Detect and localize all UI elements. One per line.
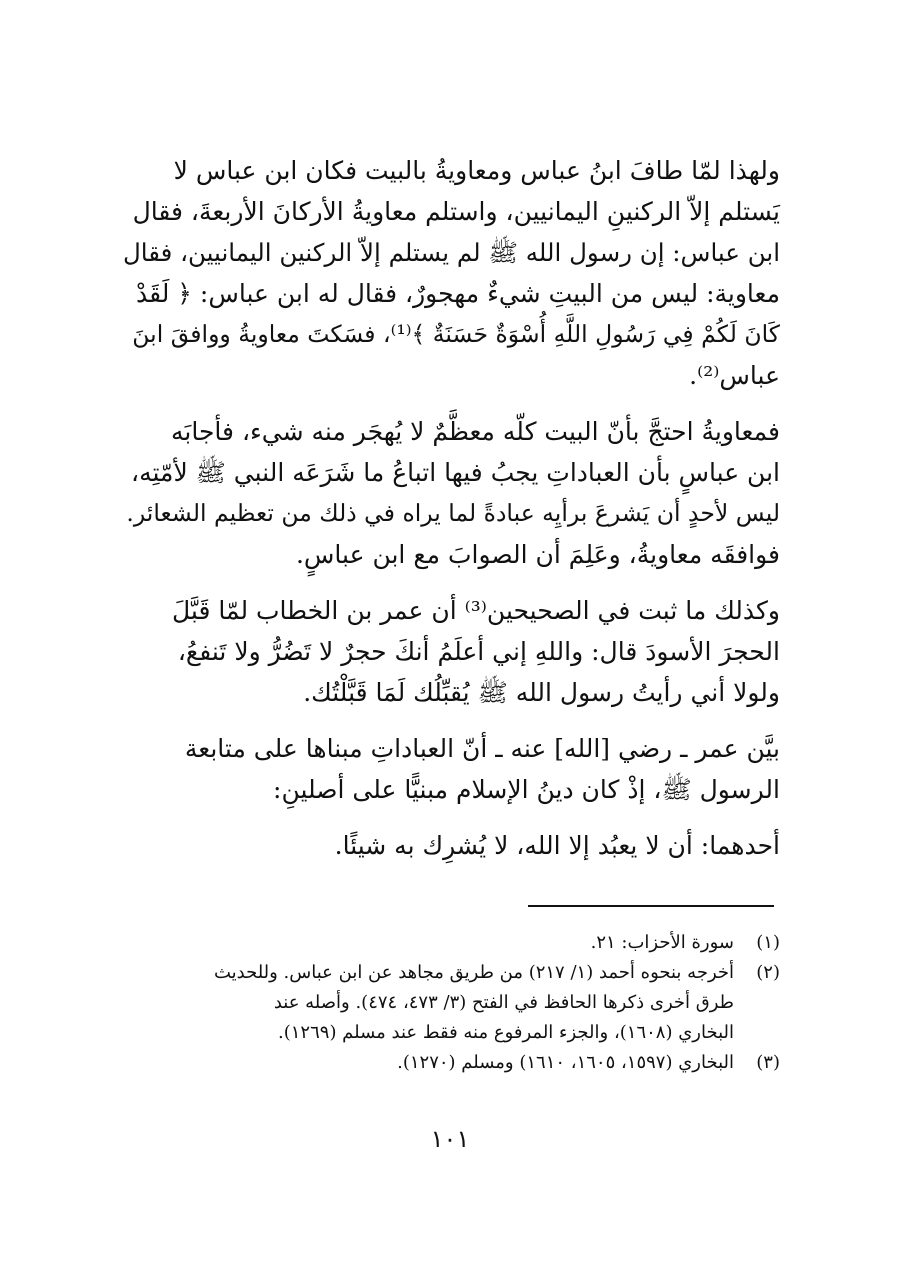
text-line: الرسول ﷺ، إذْ كان دينُ الإسلام مبنيًّا على أصلينِ: bbox=[273, 775, 780, 804]
footnote-item bbox=[120, 928, 780, 958]
main-text bbox=[120, 150, 780, 866]
text-line: ابن عباسٍ بأن العباداتِ يجبُ فيها اتباعُ ما شَرَعَه النبي ﷺ لأمّتِه، bbox=[131, 458, 780, 487]
text-line: كَانَ لَكُمْ فِي رَسُولِ اللَّهِ أُسْوَةٌ حَسَنَةٌ ﴾⁽¹⁾، فسَكتَ معاويةُ ووافقَ ابنَ bbox=[132, 320, 780, 348]
paragraph bbox=[120, 150, 780, 396]
footnote-number: (١) bbox=[756, 932, 780, 953]
paragraph bbox=[120, 825, 780, 866]
text-line: فمعاويةُ احتجَّ بأنّ البيت كلّه معظَّمٌ لا يُهجَر منه شيء، فأجابَه bbox=[171, 417, 780, 446]
text-line: أحدهما: أن لا يعبُد إلا الله، لا يُشرِك به شيئًا. bbox=[334, 831, 780, 860]
footnote-line: سورة الأحزاب: ٢١. bbox=[590, 932, 734, 953]
footnote-text bbox=[120, 958, 734, 1048]
footnote-item bbox=[120, 1048, 780, 1078]
footnote-divider bbox=[528, 905, 774, 907]
footnote-line: أخرجه بنحوه أحمد (١/ ٢١٧) من طريق مجاهد عن ابن عباس. وللحديث bbox=[213, 962, 734, 983]
text-line: ولولا أني رأيتُ رسول الله ﷺ يُقبِّلُك لَمَا قَبَّلْتُك. bbox=[303, 678, 780, 707]
footnote-line: البخاري (١٥٩٧، ١٦٠٥، ١٦١٠) ومسلم (١٢٧٠). bbox=[397, 1052, 734, 1073]
footnote-text bbox=[120, 928, 734, 958]
paragraph bbox=[120, 411, 780, 575]
text-line: معاوية: ليس من البيتِ شيءٌ مهجورٌ، فقال له ابن عباس: ﴿ لَقَدْ bbox=[135, 279, 780, 308]
footnote-text bbox=[120, 1048, 734, 1078]
footnote-line: البخاري (١٦٠٨)، والجزء المرفوع منه فقط عند مسلم (١٢٦٩). bbox=[278, 1022, 734, 1043]
text-line: ابن عباس: إن رسول الله ﷺ لم يستلم إلاّ الركنين اليمانيين، فقال bbox=[122, 238, 780, 267]
footnote-line: طرق أخرى ذكرها الحافظ في الفتح (٣/ ٤٧٣، ٤٧٤). وأصله عند bbox=[273, 992, 734, 1013]
text-line: ولهذا لمّا طافَ ابنُ عباس ومعاويةُ بالبيت فكان ابن عباس لا bbox=[173, 156, 780, 185]
text-line: عباس⁽²⁾. bbox=[689, 361, 780, 390]
page-number: ١٠١ bbox=[430, 1125, 470, 1153]
footnote-item bbox=[120, 958, 780, 1048]
text-line: يَستلم إلاّ الركنينِ اليمانيين، واستلم معاويةُ الأركانَ الأربعةَ، فقال bbox=[132, 197, 780, 226]
text-line: وكذلك ما ثبت في الصحيحين⁽³⁾ أن عمر بن الخطاب لمّا قَبَّلَ bbox=[172, 596, 780, 625]
paragraph bbox=[120, 728, 780, 810]
footnote-number: (٣) bbox=[756, 1052, 780, 1073]
footnotes bbox=[120, 928, 780, 1078]
text-line: فوافقَه معاويةُ، وعَلِمَ أن الصوابَ مع ابن عباسٍ. bbox=[295, 540, 780, 569]
footnote-number: (٢) bbox=[756, 962, 780, 983]
text-line: الحجرَ الأسودَ قال: واللهِ إني أعلَمُ أنكَ حجرٌ لا تَضُرُّ ولا تَنفعُ، bbox=[177, 637, 780, 666]
text-line: ليس لأحدٍ أن يَشرعَ برأيِه عبادةً لما يراه في ذلك من تعظيم الشعائر. bbox=[126, 499, 780, 527]
text-line: بيَّن عمر ـ رضي [الله] عنه ـ أنّ العباداتِ مبناها على متابعة bbox=[184, 734, 780, 763]
paragraph bbox=[120, 590, 780, 713]
